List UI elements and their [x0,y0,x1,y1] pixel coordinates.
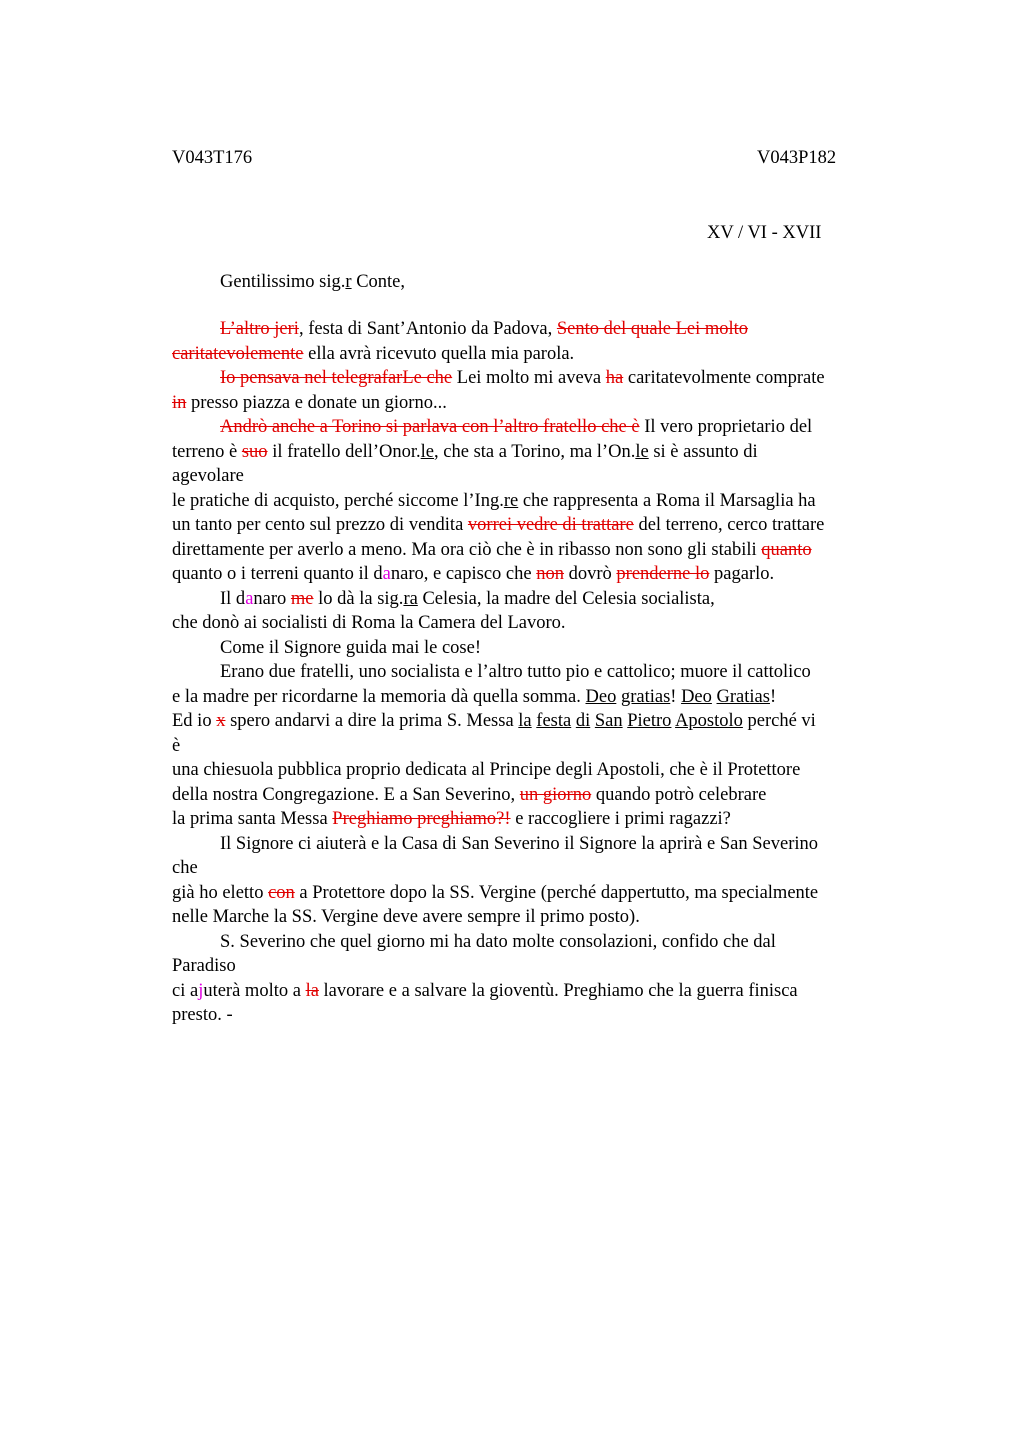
text-line [172,366,902,391]
text-segment: e raccogliere i primi ragazzi? [510,809,731,829]
text-segment: Come il Signore guida mai le cose! [220,637,481,658]
underlined-text: Pietro [627,711,672,731]
text-line [172,660,902,685]
underlined-text: gratias [620,686,671,707]
corrected-letter: a [245,588,254,609]
underlined-text: Gratias [716,686,770,707]
text-segment: Il vero proprietario del [639,417,813,437]
underlined-text: le [420,441,435,462]
text-segment: ! [670,686,682,707]
salutation-pre: Gentilissimo sig. [220,272,346,292]
text-segment: che rappresenta a Roma il Marsaglia ha [518,490,816,511]
deleted-text: non [536,564,564,584]
text-line [172,685,902,710]
underlined-text: Deo [681,686,712,707]
underlined-text: San [594,711,623,731]
text-segment: del terreno, cerco trattare [633,515,825,535]
text-segment: le pratiche di acquisto, perché siccome l’Ing. [172,490,504,511]
deleted-text: prenderne lo [616,564,710,584]
deleted-text: la [305,980,319,1001]
text-segment: un tanto per cento sul prezzo di vendita [172,515,468,535]
deleted-text: un giorno [519,784,592,805]
deleted-text: L’altro jeri [220,319,299,339]
text-segment: Lei molto mi aveva [452,368,606,388]
text-segment: dovrò [563,564,617,584]
text-line [172,954,902,979]
text-line [172,881,902,906]
text-line [172,611,902,636]
text-segment: presso piazza e donate un giorno... [186,392,447,413]
text-segment: naro [253,588,291,609]
text-segment: Il d [220,588,246,609]
deleted-text: caritatevolemente [172,343,304,364]
text-line [172,930,902,955]
text-line [172,758,902,783]
salutation-abbrev: r [345,272,352,292]
underlined-text: Apostolo [675,711,743,731]
deleted-text: Andrò anche a Torino si parlava con l’altro fratello che è [220,417,640,437]
deleted-text: me [290,588,314,609]
text-line [172,562,902,587]
text-segment: Celesia, la madre del Celesia socialista, [417,588,715,609]
text-segment: Il Signore ci aiuterà e la Casa di San Severino il Signore la aprirà e San Severino [220,833,818,854]
text-segment: perché vi [742,711,816,731]
text-segment: Ed io [172,711,217,731]
text-segment: , festa di Sant’Antonio da Padova, [298,319,557,339]
text-segment: una chiesuola pubblica proprio dedicata al Principe degli Apostoli, che è il Protettore [172,760,801,780]
text-segment: spero andarvi a dire la prima S. Messa [225,711,519,731]
text-segment: della nostra Congregazione. E a San Severino, [172,784,520,805]
text-segment: direttamente per averlo a meno. Ma ora ciò che è in ribasso non sono gli stabili [172,539,762,560]
text-segment: terreno è [172,441,242,462]
deleted-text: Io pensava nel telegrafarLe che [220,368,453,388]
text-segment: presto. - [172,1005,233,1025]
text-line [172,1003,902,1028]
text-segment: Erano due fratelli, uno socialista e l’altro tutto pio e cattolico; muore il cattolico [220,662,811,682]
underlined-text: re [503,490,519,511]
text-line [172,856,902,881]
text-line [172,734,902,759]
text-segment: quando potrò celebrare [591,784,767,805]
text-line [172,440,902,465]
letter-body [172,317,902,1028]
deleted-text: quanto [761,539,812,560]
salutation [220,270,405,295]
text-line [172,807,902,832]
document-code-right: V043P182 [757,148,837,168]
salutation-post: Conte, [351,272,406,292]
text-segment: si è assunto di [648,441,758,462]
text-segment: , che sta a Torino, ma l’On. [434,441,636,462]
text-segment: il fratello dell’Onor. [267,441,421,462]
text-segment: Paradiso [172,956,236,976]
text-line [172,342,902,367]
text-line [172,489,902,514]
underlined-text: festa [536,711,572,731]
text-segment: a Protettore dopo la SS. Vergine (perché dappertutto, ma specialmente [294,882,819,903]
text-line [172,979,902,1004]
deleted-text: vorrei vedre di trattare [467,515,634,535]
text-segment: lavorare e a salvare la gioventù. Preghiamo che la guerra finisca [318,980,798,1001]
text-line [172,783,902,808]
underlined-text: le [635,441,649,462]
text-line [172,391,902,416]
text-segment: lo dà la sig. [313,588,404,609]
text-segment: naro, e capisco che [390,564,537,584]
text-segment: caritatevolmente comprate [623,368,825,388]
deleted-text: con [268,882,295,903]
text-segment: S. Severino che quel giorno mi ha dato molte consolazioni, confido che dal [220,931,776,952]
underlined-text: Deo [585,686,617,707]
underlined-text: di [575,711,591,731]
text-line [172,636,902,661]
text-segment: la prima santa Messa [172,809,333,829]
text-segment: e la madre per ricordarne la memoria dà quella somma. [172,686,586,707]
text-segment: ! [769,686,777,707]
text-segment: ci a [172,980,199,1001]
letter-date: XV / VI - XVII [707,223,822,243]
text-segment: quanto o i terreni quanto il d [172,564,383,584]
text-segment: agevolare [172,466,244,486]
text-segment: che donò ai socialisti di Roma la Camera del Lavoro. [172,613,566,633]
text-line [172,905,902,930]
text-line [172,587,902,612]
corrected-letter: j [198,980,204,1001]
text-segment: uterà molto a [203,980,306,1001]
text-line [172,415,902,440]
deleted-text: in [172,392,187,413]
deleted-text: ha [605,368,624,388]
text-segment: nelle Marche la SS. Vergine deve avere sempre il primo posto). [172,907,640,927]
text-line [172,464,902,489]
text-segment: che [172,858,198,878]
deleted-text: x [216,711,226,731]
text-line [172,538,902,563]
corrected-letter: a [382,564,391,584]
text-line [172,317,902,342]
text-line [172,832,902,857]
text-segment: ella avrà ricevuto quella mia parola. [303,343,575,364]
document-code-left: V043T176 [172,148,253,168]
text-line [172,709,902,734]
deleted-text: Sento del quale Lei molto [556,319,749,339]
text-line [172,513,902,538]
underlined-text: la [518,711,532,731]
deleted-text: suo [241,441,268,462]
underlined-text: ra [403,588,418,609]
text-segment: pagarlo. [709,564,775,584]
text-segment: già ho eletto [172,882,269,903]
deleted-text: Preghiamo preghiamo?! [332,809,511,829]
text-segment: è [172,735,181,756]
